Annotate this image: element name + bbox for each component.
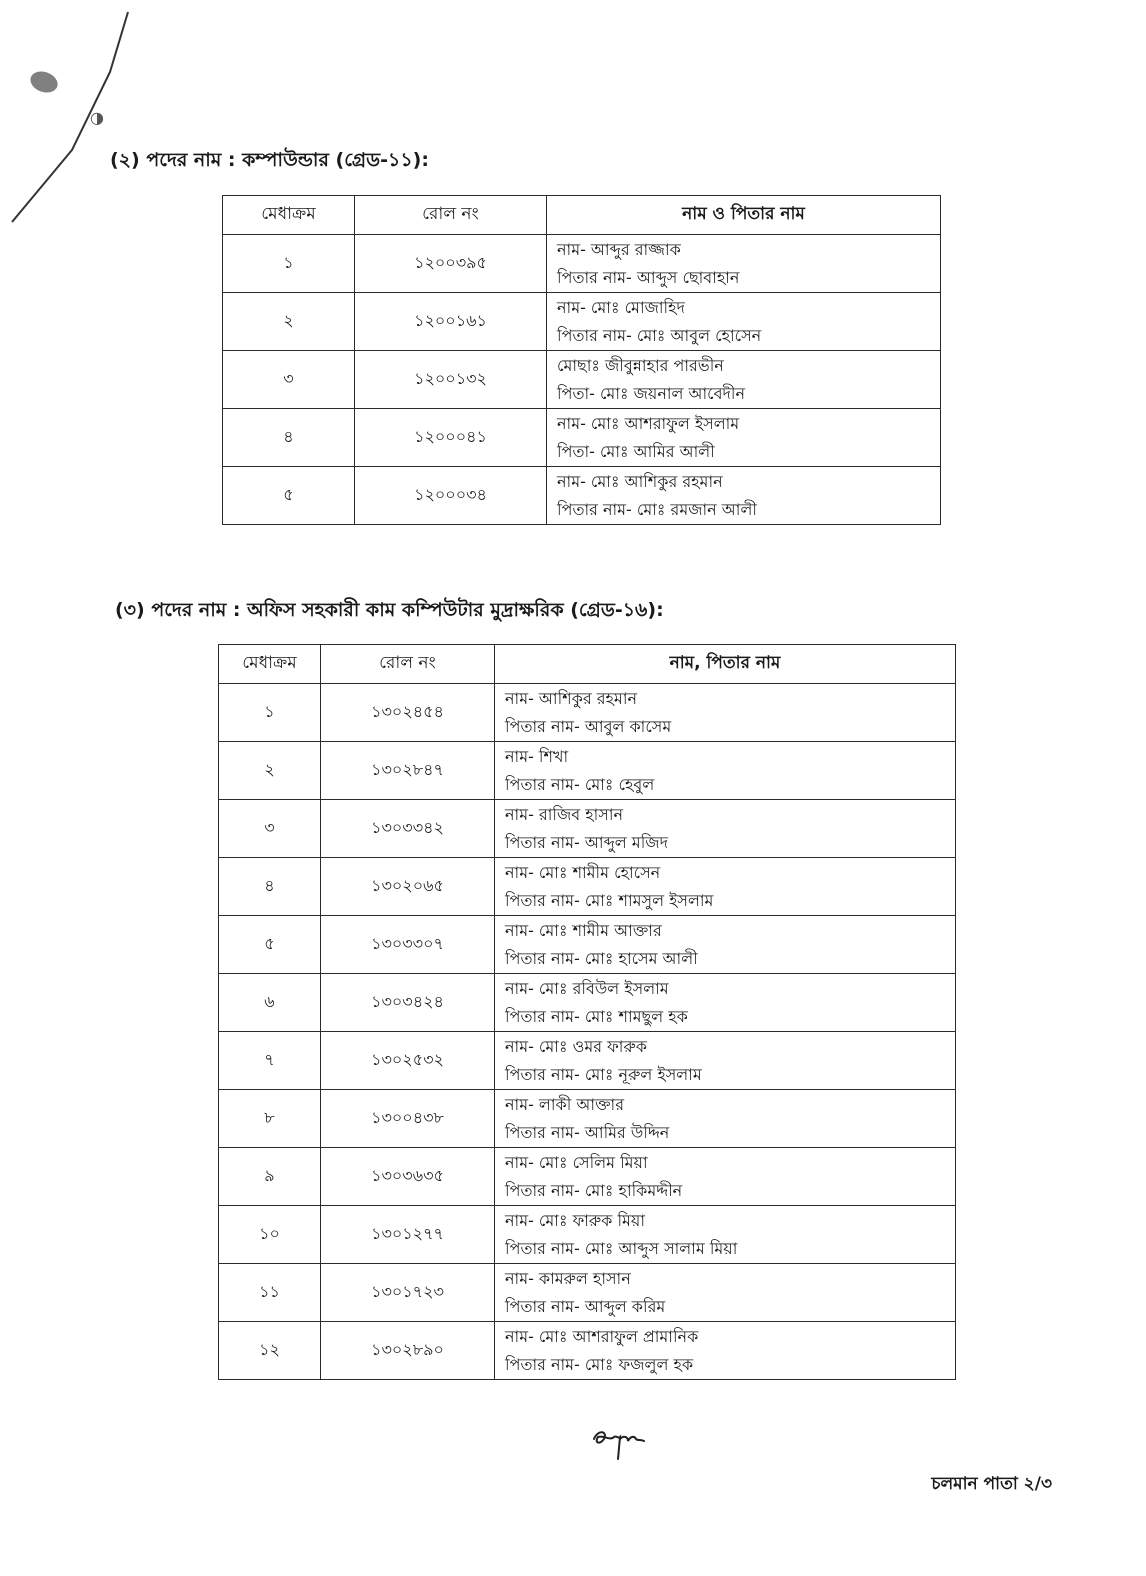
header-name: নাম, পিতার নাম: [495, 645, 956, 684]
name-cell: [547, 235, 941, 293]
section3-heading: (৩) পদের নাম : অফিস সহকারী কাম কম্পিউটার মুদ্রাক্ষরিক (গ্রেড-১৬):: [115, 599, 664, 621]
candidate-name: নাম- মোঃ ফারুক মিয়া: [505, 1210, 645, 1230]
name-cell: [495, 974, 956, 1032]
roll-cell: ১৩০৩৬৩৫: [321, 1148, 495, 1206]
name-cell: [495, 1264, 956, 1322]
header-roll: রোল নং: [321, 645, 495, 684]
father-name: পিতার নাম- মোঃ নূরুল ইসলাম: [505, 1064, 702, 1084]
rank-cell: ১২: [219, 1322, 321, 1380]
father-name: পিতার নাম- আব্দুল করিম: [505, 1296, 666, 1316]
table-row: [223, 351, 941, 409]
father-name: পিতার নাম- মোঃ হাকিমদ্দীন: [505, 1180, 683, 1200]
father-name: পিতার নাম- মোঃ হাসেম আলী: [505, 948, 698, 968]
rank-cell: ২: [223, 293, 355, 351]
rank-cell: ৮: [219, 1090, 321, 1148]
section3-table: [218, 644, 956, 1380]
candidate-name: নাম- মোঃ রবিউল ইসলাম: [505, 978, 669, 998]
rank-cell: ১০: [219, 1206, 321, 1264]
candidate-name: নাম- শিখা: [505, 746, 569, 766]
father-name: পিতার নাম- মোঃ আবুল হোসেন: [557, 325, 762, 345]
candidate-name: নাম- মোঃ আশরাফুল প্রামানিক: [505, 1326, 699, 1346]
rank-cell: ৪: [219, 858, 321, 916]
father-name: পিতার নাম- মোঃ ফজলুল হক: [505, 1354, 694, 1374]
roll-cell: ১৩০২৪৫৪: [321, 684, 495, 742]
candidate-name: নাম- রাজিব হাসান: [505, 804, 624, 824]
page-indicator: চলমান পাতা ২/৩: [931, 1474, 1052, 1494]
father-name: পিতার নাম- মোঃ রমজান আলী: [557, 499, 757, 519]
name-cell: [495, 858, 956, 916]
rank-cell: ৯: [219, 1148, 321, 1206]
rank-cell: ৫: [223, 467, 355, 525]
table-row: [219, 916, 956, 974]
name-cell: [547, 293, 941, 351]
header-name: নাম ও পিতার নাম: [547, 196, 941, 235]
header-roll: রোল নং: [355, 196, 547, 235]
father-name: পিতার নাম- মোঃ আব্দুস সালাম মিয়া: [505, 1238, 738, 1258]
candidate-name: নাম- মোঃ আশিকুর রহমান: [557, 471, 723, 491]
table-row: [219, 974, 956, 1032]
candidate-name: নাম- মোঃ ওমর ফারুক: [505, 1036, 647, 1056]
table-row: [219, 1032, 956, 1090]
name-cell: [495, 1322, 956, 1380]
father-name: পিতার নাম- আমির উদ্দিন: [505, 1122, 670, 1142]
candidate-name: নাম- কামরুল হাসান: [505, 1268, 631, 1288]
roll-cell: ১৩০৩৩৪২: [321, 800, 495, 858]
name-cell: [495, 1206, 956, 1264]
rank-cell: ৬: [219, 974, 321, 1032]
roll-cell: ১৩০১৭২৩: [321, 1264, 495, 1322]
name-cell: [495, 1148, 956, 1206]
table-row: [223, 409, 941, 467]
rank-cell: ১: [223, 235, 355, 293]
circle-mark-icon: ◑: [90, 108, 104, 127]
roll-cell: ১৩০৩৩০৭: [321, 916, 495, 974]
roll-cell: ১৩০২০৬৫: [321, 858, 495, 916]
father-name: পিতার নাম- আব্দুস ছোবাহান: [557, 267, 740, 287]
candidate-name: নাম- মোঃ মোজাহিদ: [557, 297, 685, 317]
name-cell: [495, 1090, 956, 1148]
candidate-name: নাম- আশিকুর রহমান: [505, 688, 638, 708]
name-cell: [495, 800, 956, 858]
father-name: পিতার নাম- মোঃ হেবুল: [505, 774, 655, 794]
roll-cell: ১৩০২৮৪৭: [321, 742, 495, 800]
header-rank: মেধাক্রম: [219, 645, 321, 684]
rank-cell: ১: [219, 684, 321, 742]
header-rank: মেধাক্রম: [223, 196, 355, 235]
father-name: পিতার নাম- মোঃ শামছুল হক: [505, 1006, 688, 1026]
table-row: [223, 467, 941, 525]
roll-cell: ১৩০২৮৯০: [321, 1322, 495, 1380]
name-cell: [495, 916, 956, 974]
name-cell: [495, 684, 956, 742]
table-row: [219, 1322, 956, 1380]
table-row: [219, 800, 956, 858]
table-row: [219, 742, 956, 800]
roll-cell: ১৩০২৫৩২: [321, 1032, 495, 1090]
table-header-row: [219, 645, 956, 684]
roll-cell: ১২০০০৪১: [355, 409, 547, 467]
father-name: পিতা- মোঃ জয়নাল আবেদীন: [557, 383, 746, 403]
section2-table: [222, 195, 941, 525]
candidate-name: নাম- মোঃ সেলিম মিয়া: [505, 1152, 648, 1172]
name-cell: [495, 742, 956, 800]
father-name: পিতার নাম- আবুল কাসেম: [505, 716, 672, 736]
rank-cell: ৪: [223, 409, 355, 467]
candidate-name: নাম- লাকী আক্তার: [505, 1094, 624, 1114]
roll-cell: ১২০০৩৯৫: [355, 235, 547, 293]
rank-cell: ১১: [219, 1264, 321, 1322]
table-row: [219, 858, 956, 916]
rank-cell: ৭: [219, 1032, 321, 1090]
rank-cell: ৫: [219, 916, 321, 974]
name-cell: [495, 1032, 956, 1090]
roll-cell: ১২০০০৩৪: [355, 467, 547, 525]
section2-heading: (২) পদের নাম : কম্পাউন্ডার (গ্রেড-১১):: [110, 149, 429, 171]
name-cell: [547, 351, 941, 409]
table-header-row: [223, 196, 941, 235]
name-cell: [547, 409, 941, 467]
table-row: [219, 1148, 956, 1206]
rank-cell: ৩: [223, 351, 355, 409]
table-row: [219, 684, 956, 742]
roll-cell: ১৩০০৪৩৮: [321, 1090, 495, 1148]
candidate-name: নাম- মোঃ শামীম আক্তার: [505, 920, 662, 940]
table-row: [223, 293, 941, 351]
candidate-name: মোছাঃ জীবুন্নাহার পারভীন: [557, 355, 724, 375]
table-row: [219, 1264, 956, 1322]
rank-cell: ২: [219, 742, 321, 800]
table-row: [219, 1206, 956, 1264]
candidate-name: নাম- মোঃ শামীম হোসেন: [505, 862, 661, 882]
candidate-name: নাম- মোঃ আশরাফুল ইসলাম: [557, 413, 740, 433]
table-row: [219, 1090, 956, 1148]
roll-cell: ১৩০৩৪২৪: [321, 974, 495, 1032]
table-row: [223, 235, 941, 293]
roll-cell: ১২০০১৩২: [355, 351, 547, 409]
roll-cell: ১৩০১২৭৭: [321, 1206, 495, 1264]
signature-icon: [588, 1425, 648, 1465]
name-cell: [547, 467, 941, 525]
candidate-name: নাম- আব্দুর রাজ্জাক: [557, 239, 681, 259]
father-name: পিতার নাম- আব্দুল মজিদ: [505, 832, 668, 852]
father-name: পিতার নাম- মোঃ শামসুল ইসলাম: [505, 890, 714, 910]
father-name: পিতা- মোঃ আমির আলী: [557, 441, 715, 461]
scan-crease-line: [10, 10, 150, 230]
roll-cell: ১২০০১৬১: [355, 293, 547, 351]
rank-cell: ৩: [219, 800, 321, 858]
